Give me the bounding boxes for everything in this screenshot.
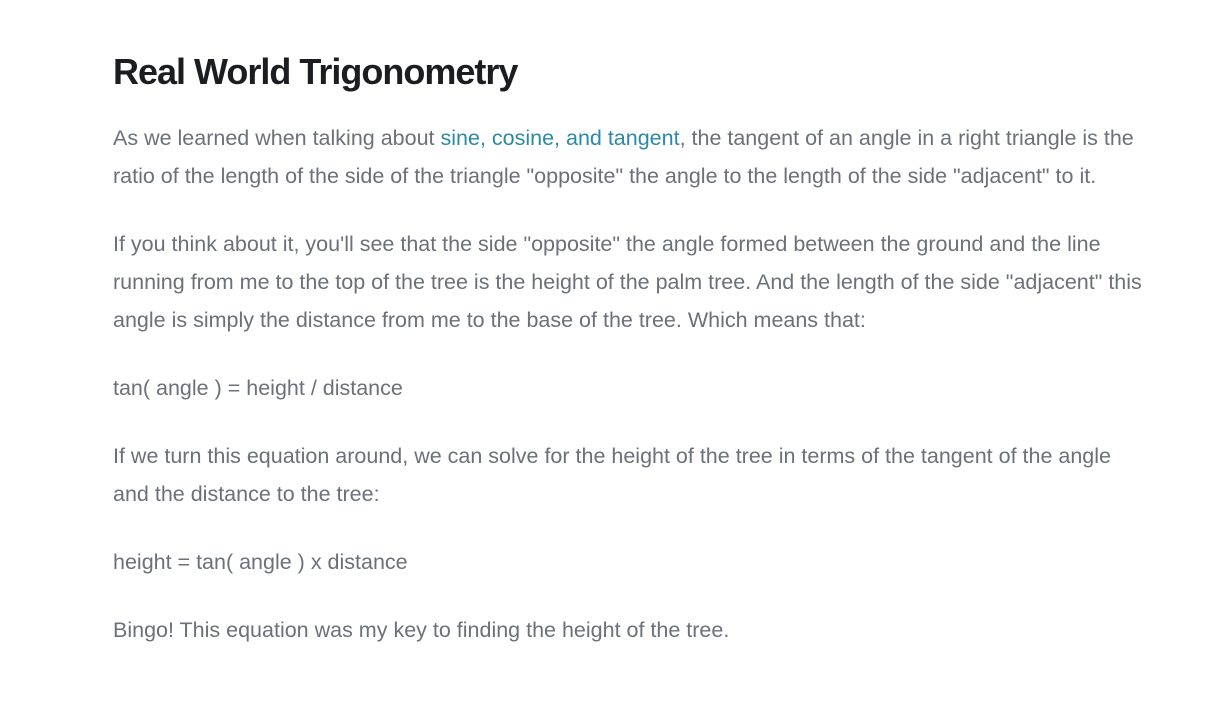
paragraph-text: , the tangent of an angle in a right triangle is the ratio of the length of the side of the triangle "opposite" the angle to the length of the side "adjacent" to it. [113,126,1134,188]
paragraph-opposite-adjacent: If you think about it, you'll see that the side "opposite" the angle formed between the ground and the line running from me to the top of the tree is the height of the palm tree. And the length of the side "adjacent" this angle is simply the distance from me to the base of the tree. Which means that: [113,232,1142,332]
article [113,0,1143,649]
equation-tan-angle: tan( angle ) = height / distance [113,376,403,400]
page-title: Real World Trigonometry [113,51,518,92]
sine-cosine-tangent-link[interactable]: sine, cosine, and tangent [440,126,680,150]
paragraph-turn-equation: If we turn this equation around, we can solve for the height of the tree in terms of the tangent of the angle and the distance to the tree: [113,444,1111,506]
paragraph-text: As we learned when talking about [113,126,441,150]
paragraph-bingo: Bingo! This equation was my key to finding the height of the tree. [113,618,730,642]
equation-height: height = tan( angle ) x distance [113,550,408,574]
paragraph-tangent-definition [113,119,1143,195]
